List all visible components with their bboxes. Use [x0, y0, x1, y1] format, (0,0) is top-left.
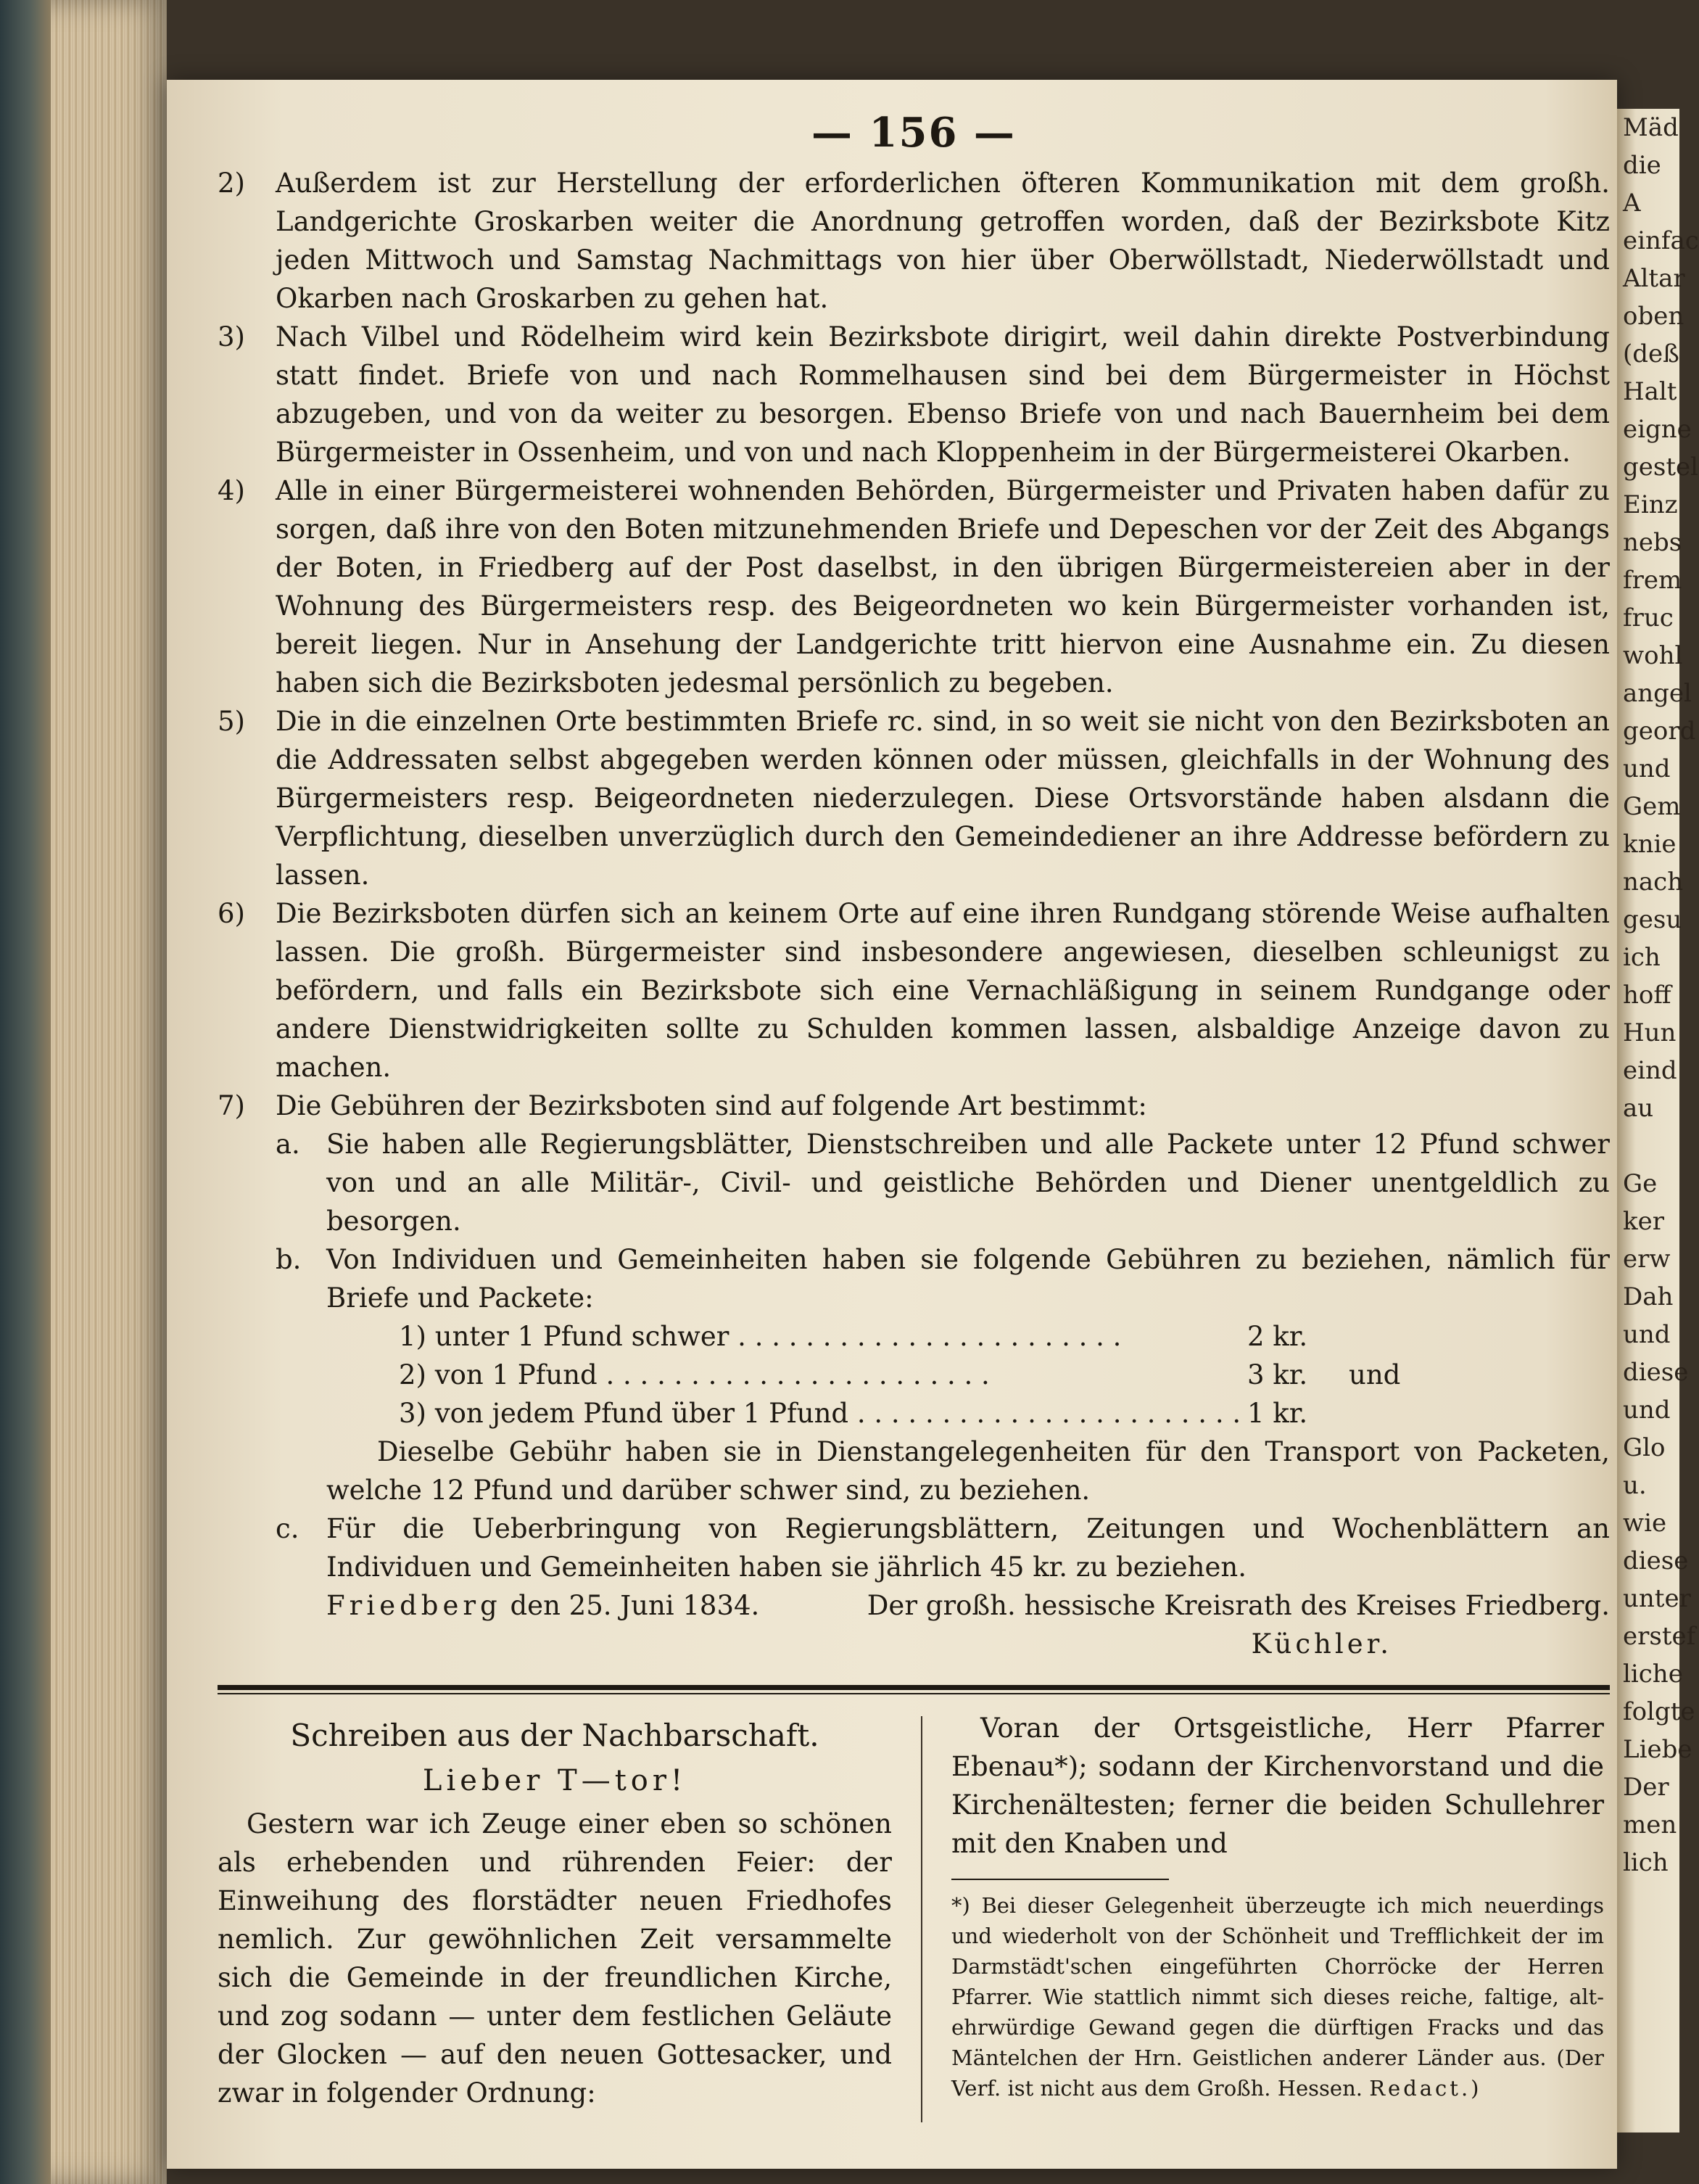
next-page-fragment: unter	[1623, 1584, 1691, 1613]
fee-price: 2 kr.	[1247, 1321, 1308, 1352]
numbered-item	[218, 318, 1610, 471]
footnote-end: (Der Verf. ist nicht aus dem Großh. Hessen.	[951, 2045, 1604, 2101]
item-number: 3)	[218, 321, 245, 353]
fee-row	[399, 1394, 1501, 1433]
place-date	[326, 1586, 759, 1625]
sub-item-number: b.	[276, 1244, 302, 1275]
next-page-fragment: A	[1623, 189, 1641, 218]
next-page-fragment: Der	[1623, 1773, 1669, 1802]
next-page-fragment: erstef	[1623, 1622, 1696, 1651]
fee-suffix	[1349, 1394, 1494, 1433]
item-number: 2)	[218, 168, 245, 199]
item-number: 5)	[218, 706, 245, 737]
next-page-fragment: und	[1623, 1396, 1671, 1425]
item-number: 6)	[218, 898, 245, 929]
article-left-column	[218, 1709, 921, 2122]
item-text: Die Bezirksboten dürfen sich an keinem Orte auf eine ihren Rundgang störende Weise aufhalten lassen. Die großh. Bürgermeister sind insbesondere angewiesen, dieselben schleunigst zu befördern, und falls ein Bezirksbote sich eine Vernachläßigung in seinem Rundgange oder andere Dienstwidrigkeiten sollte zu Schulden kommen lassen, alsbaldige Anzeige davon zu machen.	[276, 898, 1610, 1083]
next-page-fragment: nebs	[1623, 528, 1682, 557]
section-rule	[218, 1685, 1610, 1694]
fee-price: 1 kr.	[1247, 1398, 1308, 1429]
fee-price: 3 kr.	[1247, 1359, 1308, 1390]
article-title: Schreiben aus der Nachbarschaft.	[290, 1718, 819, 1753]
next-page-fragment: angel	[1623, 679, 1692, 708]
article-greeting: Lieber T—tor!	[422, 1764, 687, 1797]
next-page-fragment: erw	[1623, 1245, 1671, 1274]
sub-item-number: a.	[276, 1129, 300, 1160]
sub-item-text: Von Individuen und Gemeinheiten haben sie folgende Gebühren zu beziehen, nämlich für Briefe und Packete:	[326, 1244, 1610, 1314]
footnote-rule	[951, 1879, 1169, 1880]
article-right-column	[922, 1709, 1604, 2122]
article-columns	[218, 1709, 1610, 2122]
next-page-fragment: ker	[1623, 1207, 1664, 1236]
next-page-fragment: wie	[1623, 1509, 1667, 1538]
numbered-item	[218, 1087, 1610, 1125]
fee-table	[218, 1317, 1610, 1433]
item-text: Alle in einer Bürgermeisterei wohnenden Behörden, Bürgermeister und Privaten haben dafür zu sorgen, daß ihre von den Boten mitzunehmenden Briefe und Depeschen vor der Zeit des Abgangs der Boten, in Friedberg auf der Post daselbst, in den übrigen Bürgermeistereien aber in der Wohnung des Bürgermeisters resp. des Beigeordneten wo kein Bürgermeister vorhanden ist, bereit liegen. Nur in Ansehung der Landgerichte tritt hiervon eine Ausnahme ein. Zu diesen haben sich die Bezirksboten jedesmal persönlich zu begeben.	[276, 475, 1610, 699]
page-content	[218, 109, 1610, 2111]
fee-suffix: und	[1349, 1359, 1401, 1390]
next-page-fragment: eigne	[1623, 415, 1692, 444]
next-page-fragment: u.	[1623, 1471, 1647, 1500]
fee-row	[399, 1317, 1501, 1356]
date: den 25. Juni 1834.	[510, 1590, 760, 1621]
sub-item-number: c.	[276, 1513, 299, 1544]
signer: Küchler.	[1251, 1628, 1392, 1660]
next-page-fragment: wohl	[1623, 641, 1683, 670]
next-page-fragment: die	[1623, 151, 1661, 180]
next-page-fragment: Gem	[1623, 792, 1681, 821]
next-page-fragment: Hun	[1623, 1018, 1677, 1047]
next-page-fragment: Dah	[1623, 1282, 1674, 1311]
next-page-fragment: men	[1623, 1810, 1677, 1839]
next-page-fragment: liche	[1623, 1660, 1683, 1689]
next-page-fragment: fruc	[1623, 603, 1674, 632]
fee-label: 1) unter 1 Pfund schwer . .	[399, 1317, 1233, 1356]
item-text: Die Gebühren der Bezirksboten sind auf folgende Art bestimmt:	[276, 1090, 1147, 1121]
item-number: 7)	[218, 1090, 245, 1121]
next-page-fragment: gesu	[1623, 905, 1682, 934]
next-page-fragment: und	[1623, 754, 1671, 783]
next-page-fragment: frem	[1623, 566, 1682, 595]
next-page-fragment: geord	[1623, 717, 1696, 746]
numbered-item	[218, 471, 1610, 702]
next-page-fragment: eind	[1623, 1056, 1677, 1085]
fees-note: Dieselbe Gebühr haben sie in Dienstangelegenheiten für den Transport von Packeten, welche 12 Pfund und darüber schwer sind, zu beziehen.	[326, 1436, 1610, 1506]
next-page-fragment: gestel	[1623, 453, 1698, 482]
next-page-fragment: oben	[1623, 302, 1684, 331]
next-page-fragment: Liebe	[1623, 1735, 1692, 1764]
next-page-fragment: (deß	[1623, 339, 1679, 368]
next-page-fragment: diese	[1623, 1546, 1689, 1575]
next-page-fragment: hoff	[1623, 981, 1671, 1010]
next-page-fragment: au	[1623, 1094, 1654, 1123]
fee-suffix	[1349, 1317, 1494, 1356]
next-page-fragment: Einz	[1623, 490, 1678, 519]
fee-row	[399, 1356, 1501, 1394]
item-text: Die in die einzelnen Orte bestimmten Briefe rc. sind, in so weit sie nicht von den Bezirksboten an die Addressaten selbst abgegeben werden können oder müssen, gleichfalls in der Wohnung des Bürgermeisters resp. Beigeordneten niederzulegen. Diese Ortsvorstände haben alsdann die Verpflichtung, dieselben unverzüglich durch den Gemeindediener an ihre Addresse befördern zu lassen.	[276, 706, 1610, 891]
next-page-fragment: Altar	[1623, 264, 1685, 293]
fee-label: 2) von 1 Pfund . .	[399, 1356, 1233, 1394]
item-text: Außerdem ist zur Herstellung der erforderlichen öfteren Kommunikation mit dem großh. Landgerichte Groskarben weiter die Anordnung getroffen worden, daß der Bezirksbote Kitz jeden Mittwoch und Samstag Nachmittags von hier über Oberwöllstadt, Niederwöllstadt und Okarben nach Groskarben zu gehen hat.	[276, 168, 1610, 314]
numbered-item	[218, 164, 1610, 318]
numbered-item	[218, 702, 1610, 894]
next-page-fragment: einfac	[1623, 226, 1699, 255]
next-page-fragment: Ge	[1623, 1169, 1658, 1198]
authority: Der großh. hessische Kreisrath des Kreises Friedberg.	[867, 1590, 1610, 1621]
next-page-fragment: folgte	[1623, 1697, 1695, 1726]
next-page-fragment: knie	[1623, 830, 1677, 859]
page-number: — 156 —	[811, 109, 1016, 157]
next-page-fragment: und	[1623, 1320, 1671, 1349]
next-page-fragment: nach	[1623, 868, 1684, 897]
numbered-item	[218, 894, 1610, 1087]
fee-label: 3) von jedem Pfund über 1 Pfund . .	[399, 1394, 1233, 1433]
item-number: 4)	[218, 475, 245, 506]
next-page-fragment: diese	[1623, 1358, 1689, 1387]
place: Friedberg	[326, 1590, 502, 1621]
next-page-edge	[1617, 109, 1699, 2133]
numbered-items	[218, 164, 1610, 1125]
item-text: Nach Vilbel und Rödelheim wird kein Bezirksbote dirigirt, weil dahin direkte Postverbindung statt findet. Briefe von und nach Rommelhausen sind bei dem Bürgermeister in Höchst abzugeben, und von da weiter zu besorgen. Ebenso Briefe von und nach Bauernheim bei dem Bürgermeister in Ossenheim, und von und nach Kloppenheim in der Bürgermeisterei Okarben.	[276, 321, 1610, 468]
footnote	[951, 1890, 1604, 2103]
footnote-redact: Redact.)	[1369, 2076, 1482, 2101]
next-page-fragment: lich	[1623, 1848, 1669, 1877]
sub-item-a	[276, 1125, 1610, 1240]
book-page-edges	[0, 0, 167, 2184]
sub-item-text: Für die Ueberbringung von Regierungsblättern, Zeitungen und Wochenblättern an Individuen und Gemeinheiten haben sie jährlich 45 kr. zu beziehen.	[326, 1513, 1610, 1583]
next-page-fragment: Mäd	[1623, 113, 1679, 142]
signature-line	[326, 1586, 1610, 1625]
sub-item-c	[276, 1509, 1610, 1586]
next-page-fragment: Glo	[1623, 1433, 1666, 1462]
next-page-fragment: ich	[1623, 943, 1661, 972]
next-page-fragment	[1617, 1127, 1679, 1165]
article-left-text: Gestern war ich Zeuge einer eben so schönen als erhebenden und rührenden Feier: der Einweihung des florstädter neuen Friedhofes nemlich. Zur gewöhnlichen Zeit versammelte sich die Gemeinde in der freundlichen Kirche, und zog sodann — unter dem festlichen Geläute der Glocken — auf den neuen Gottesacker, und zwar in folgender Ordnung:	[218, 1808, 892, 2109]
sub-item-b	[276, 1240, 1610, 1317]
sub-item-text: Sie haben alle Regierungsblätter, Dienstschreiben und alle Packete unter 12 Pfund schwer von und an alle Militär-, Civil- und geistliche Behörden und Diener unentgeldlich zu besorgen.	[326, 1129, 1610, 1237]
next-page-fragment: Halt	[1623, 377, 1677, 406]
article-right-text: Voran der Ortsgeistliche, Herr Pfarrer Ebenau*); sodann der Kirchenvorstand und die Kirchenältesten; ferner die beiden Schullehrer mit den Knaben und	[951, 1713, 1604, 1859]
footnote-text: *) Bei dieser Gelegenheit überzeugte ich mich neuerdings und wiederholt von der Schönheit und Trefflichkeit der im Darmstädt'schen eingeführten Chorröcke der Herren Pfarrer. Wie stattlich nimmt sich dieses reiche, faltige, alt-ehrwürdige Gewand gegen die dürftigen Fracks und das Mäntelchen der Hrn. Geistlichen anderer Länder aus.	[951, 1893, 1604, 2070]
